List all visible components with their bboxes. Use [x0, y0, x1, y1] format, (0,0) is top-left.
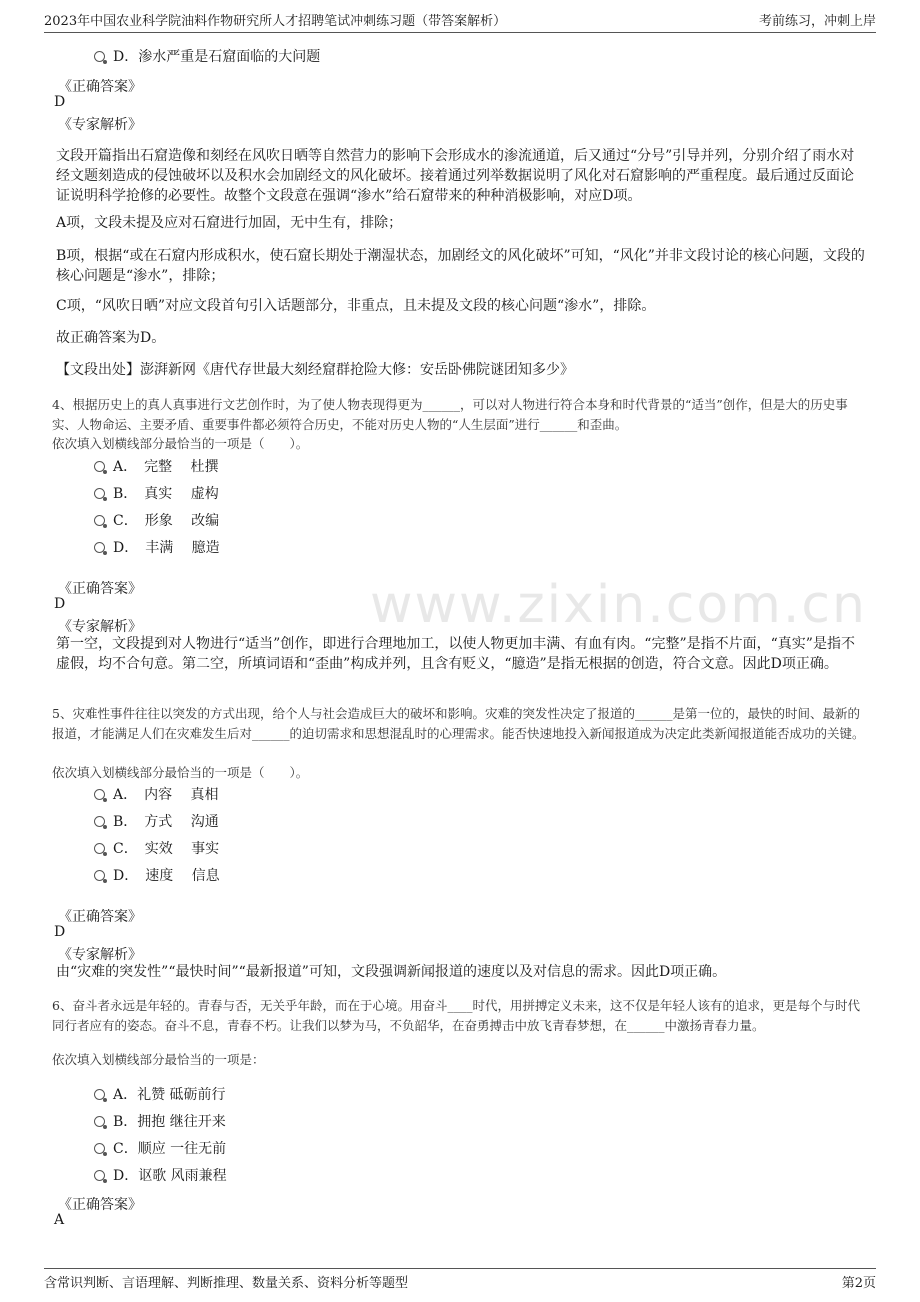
q3-analysis-label: 《专家解析》 [58, 117, 142, 133]
radio-icon[interactable] [94, 542, 105, 553]
q4-option-a[interactable]: A． 完整 杜撰 [94, 456, 219, 476]
q3-analysis-b: B项，根据“或在石窟内形成积水，使石窟长期处于潮湿状态，加剧经文的风化破坏”可知，“风化”并非文段讨论的核心问题，文段的核心问题是“渗水”，排除； [56, 248, 865, 284]
watermark: www.zixin.com.cn [370, 575, 867, 635]
q5-option-c[interactable]: C． 实效 事实 [94, 838, 219, 858]
q5-prompt: 依次填入划横线部分最恰当的一项是（ ）。 [52, 765, 309, 780]
q5-answer-label: 《正确答案》 [58, 909, 142, 925]
q5-stem: 5、灾难性事件往往以突发的方式出现，给个人与社会造成巨大的破坏和影响。灾难的突发性决定了报道的______是第一位的，最快的时间、最新的报道，才能满足人们在灾难发生后对______的迫切需求和思想混乱时的心理需求。能否快速地投入新闻报道成为决定此类新闻报道能否成功的关键。 [52, 706, 865, 741]
q5-option-d[interactable]: D． 速度 信息 [94, 865, 220, 885]
q6-option-c[interactable]: C．顺应 一往无前 [94, 1138, 226, 1158]
q4-analysis: 第一空，文段提到对人物进行“适当”创作，即进行合理地加工，以使人物更加丰满、有血有肉。“完整”是指不片面，“真实”是指不虚假，均不合句意。第二空，所填词语和“歪曲”构成并列，且含有贬义，“臆造”是指无根据的创造，符合文意。因此D项正确。 [56, 636, 855, 672]
header-divider [44, 32, 876, 33]
q4-analysis-label: 《专家解析》 [58, 619, 142, 635]
radio-icon[interactable] [94, 870, 105, 881]
q4-option-b[interactable]: B． 真实 虚构 [94, 483, 219, 503]
q3-source: 【文段出处】澎湃新网《唐代存世最大刻经窟群抢险大修：安岳卧佛院谜团知多少》 [56, 362, 574, 378]
radio-icon[interactable] [94, 789, 105, 800]
radio-icon[interactable] [94, 816, 105, 827]
q5-option-b[interactable]: B． 方式 沟通 [94, 811, 219, 831]
radio-icon[interactable] [94, 515, 105, 526]
q6-answer-label: 《正确答案》 [58, 1197, 142, 1213]
q6-answer: A [54, 1212, 65, 1228]
radio-icon[interactable] [94, 1170, 105, 1181]
radio-icon[interactable] [94, 843, 105, 854]
q4-stem: 4、根据历史上的真人真事进行文艺创作时，为了使人物表现得更为______，可以对人物进行符合本身和时代背景的“适当”创作，但是大的历史事实、人物命运、主要矛盾、重要事件都必须符合历史，不能对历史人物的“人生层面”进行______和歪曲。 [52, 397, 848, 432]
q3-analysis-c: C项，“风吹日晒”对应文段首句引入话题部分，非重点，且未提及文段的核心问题“渗水”，排除。 [56, 298, 656, 314]
radio-icon[interactable] [94, 1089, 105, 1100]
radio-icon[interactable] [94, 1116, 105, 1127]
q3-conclusion: 故正确答案为D。 [56, 330, 166, 346]
q3-analysis-a: A项，文段未提及应对石窟进行加固，无中生有，排除； [56, 215, 403, 231]
footer-divider [44, 1268, 876, 1269]
q3-analysis-main: 文段开篇指出石窟造像和刻经在风吹日晒等自然营力的影响下会形成水的渗流通道，后又通过“分号”引导并列，分别介绍了雨水对经文题刻造成的侵蚀破坏以及积水会加剧经文的风化破坏。接着通过列举数据说明了风化对石窟影响的严重程度。最后通过反面论证说明科学抢修的必要性。故整个文段意在强调“渗水”给石窟带来的种种消极影响，对应D项。 [56, 148, 855, 204]
q3-answer: D [54, 94, 66, 110]
header-title: 2023年中国农业科学院油料作物研究所人才招聘笔试冲刺练习题（带答案解析） [44, 14, 507, 29]
q4-prompt: 依次填入划横线部分最恰当的一项是（ ）。 [52, 436, 309, 451]
q6-stem: 6、奋斗者永远是年轻的。青春与否，无关乎年龄，而在于心境。用奋斗____时代，用拼搏定义未来，这不仅是年轻人该有的追求，更是每个与时代同行者应有的姿态。奋斗不息，青春不朽。让我们以梦为马，不负韶华，在奋勇搏击中放飞青春梦想，在______中激扬青春力量。 [52, 998, 860, 1033]
radio-icon[interactable] [94, 488, 105, 499]
q6-option-a[interactable]: A．礼赞 砥砺前行 [94, 1084, 226, 1104]
q3-answer-label: 《正确答案》 [58, 79, 142, 95]
radio-icon[interactable] [94, 51, 105, 62]
q5-analysis-label: 《专家解析》 [58, 947, 142, 963]
q6-option-b[interactable]: B．拥抱 继往开来 [94, 1111, 226, 1131]
footer-page-number: 第2页 [841, 1276, 876, 1291]
q6-prompt: 依次填入划横线部分最恰当的一项是： [52, 1052, 265, 1067]
q4-option-d[interactable]: D． 丰满 臆造 [94, 537, 220, 557]
radio-icon[interactable] [94, 461, 105, 472]
q5-option-a[interactable]: A． 内容 真相 [94, 784, 219, 804]
q5-answer: D [54, 924, 66, 940]
q4-answer-label: 《正确答案》 [58, 581, 142, 597]
radio-icon[interactable] [94, 1143, 105, 1154]
q5-analysis: 由“灾难的突发性”“最快时间”“最新报道”可知，文段强调新闻报道的速度以及对信息的需求。因此D项正确。 [56, 964, 727, 980]
q4-option-c[interactable]: C． 形象 改编 [94, 510, 219, 530]
q4-answer: D [54, 596, 66, 612]
footer-topics: 含常识判断、言语理解、判断推理、数量关系、资料分析等题型 [44, 1276, 409, 1291]
q6-option-d[interactable]: D．讴歌 风雨兼程 [94, 1165, 227, 1185]
header-slogan: 考前练习，冲刺上岸 [758, 14, 876, 29]
q3-option-d[interactable]: D．渗水严重是石窟面临的大问题 [94, 46, 320, 66]
